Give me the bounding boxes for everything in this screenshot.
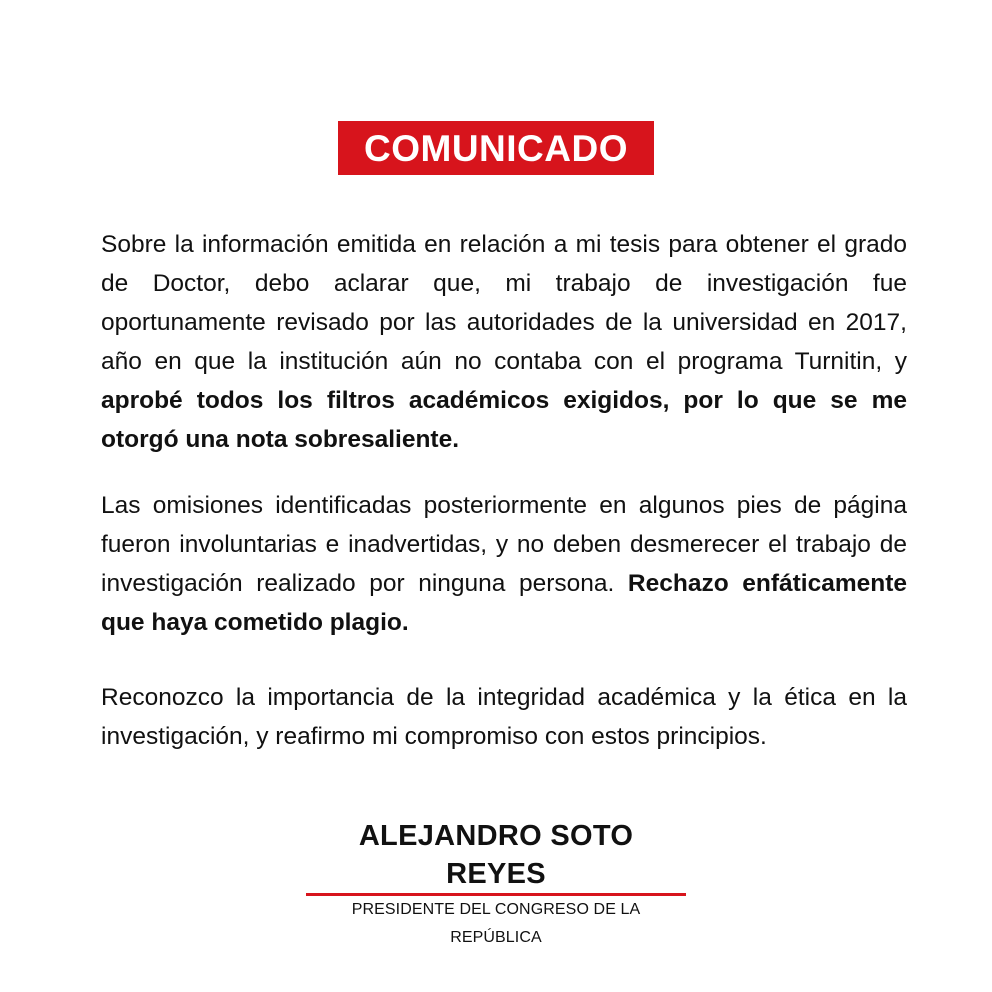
signature-block — [306, 817, 686, 952]
paragraph-2-text: Las omisiones identificadas posteriormente en algunos pies de página fueron involuntarias e inadvertidas, y no deben desmerecer el trabajo de investigación realizado por ninguna persona. — [101, 492, 907, 597]
paragraph-omissions — [101, 486, 907, 642]
paragraph-thesis-review — [101, 225, 907, 459]
title-banner — [338, 121, 654, 175]
signature-title: PRESIDENTE DEL CONGRESO DE LA REPÚBLICA — [351, 901, 641, 946]
page-title: COMUNICADO — [364, 127, 628, 169]
paragraph-1-text: Sobre la información emitida en relación a mi tesis para obtener el grado de Doctor, debo aclarar que, mi trabajo de investigación fue oportunamente revisado por las autoridades de la universidad en 2017, año en que la institución aún no contaba con el programa Turnitin, y — [101, 231, 907, 375]
paragraph-3-text: Reconozco la importancia de la integridad académica y la ética en la investigación, y reafirmo mi compromiso con estos principios. — [101, 684, 907, 750]
paragraph-2-bold: Rechazo enfáticamente que haya cometido plagio. — [101, 570, 907, 636]
paragraph-1-bold: aprobé todos los filtros académicos exigidos, por lo que se me otorgó una nota sobresaliente. — [101, 387, 907, 453]
signature-name: ALEJANDRO SOTO REYES — [358, 820, 634, 890]
paragraph-integrity — [101, 678, 907, 756]
